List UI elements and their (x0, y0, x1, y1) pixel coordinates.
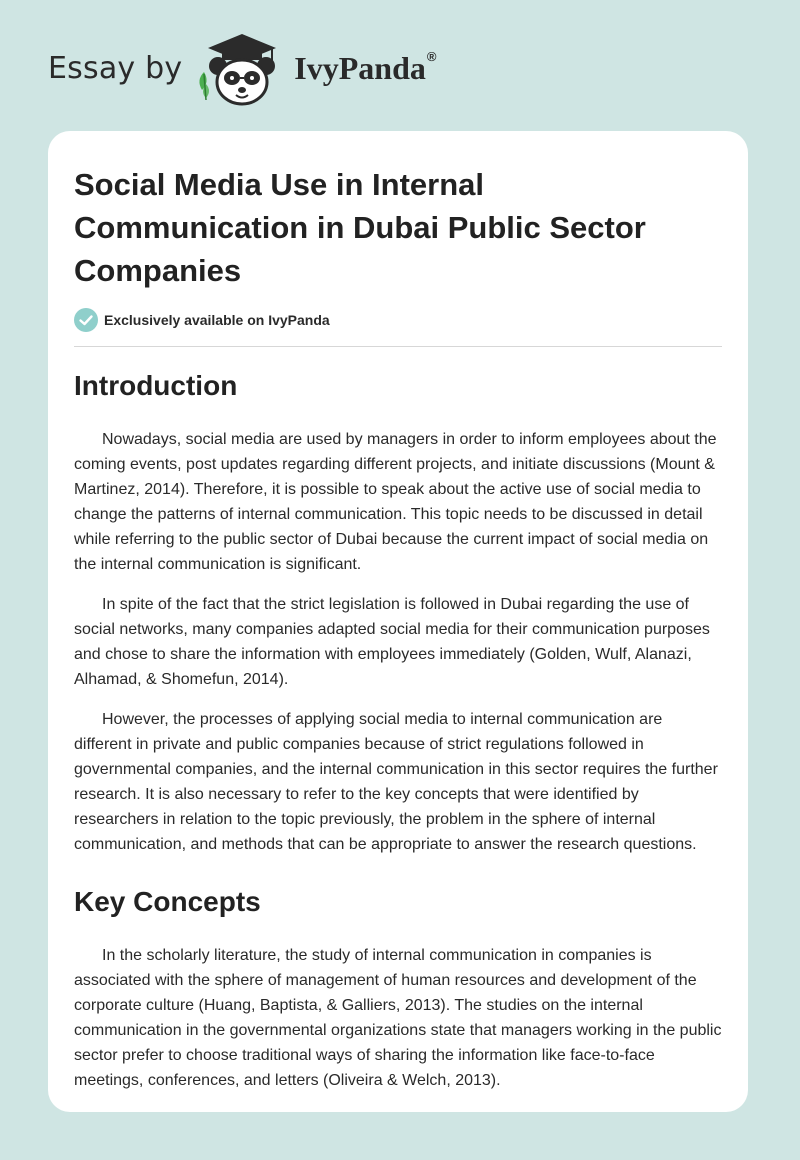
check-circle-icon (74, 308, 98, 332)
brand-header[interactable] (48, 28, 436, 108)
panda-graduate-icon (196, 28, 288, 108)
page-title: Social Media Use in Internal Communication in Dubai Public Sector Companies (74, 167, 646, 288)
exclusive-badge (74, 307, 722, 333)
essay-card (48, 131, 748, 1112)
registered-mark: ® (426, 48, 437, 64)
brand-prefix: Essay by (48, 50, 183, 86)
section-introduction (74, 427, 722, 857)
section-heading-key-concepts: Key Concepts (74, 886, 261, 917)
divider (74, 346, 722, 347)
paragraph: Nowadays, social media are used by managers in order to inform employees about the coming events, post updates regarding different projects, and initiate discussions (Mount & Martinez, 2014). Therefore, it is possible to speak about the active use of social media to change the patterns of internal communication. This topic needs to be discussed in detail while referring to the public sector of Dubai because the current impact of social media on the internal communication is significant. (74, 431, 717, 573)
paragraph: However, the processes of applying social media to internal communication are different in private and public companies because of strict regulations followed in governmental companies, and the internal communication in this sector requires the further research. It is also necessary to refer to the key concepts that were identified by researchers in relation to the topic previously, the problem in the sphere of internal communication, and methods that can be appropriate to answer the research questions. (74, 711, 718, 853)
paragraph: In the scholarly literature, the study of internal communication in companies is associated with the sphere of management of human resources and development of the corporate culture (Huang, Baptista, & Galliers, 2013). The studies on the internal communication in the governmental organizations state that managers working in the public sector prefer to choose traditional ways of sharing the information like face-to-face meetings, conferences, and letters (Oliveira & Welch, 2013). (74, 947, 722, 1089)
exclusive-label: Exclusively available on IvyPanda (104, 312, 330, 328)
section-heading-introduction: Introduction (74, 370, 238, 401)
brand-name: IvyPanda® (294, 48, 437, 86)
section-key-concepts (74, 943, 722, 1093)
paragraph: In spite of the fact that the strict legislation is followed in Dubai regarding the use of social networks, many companies adapted social media for their communication purposes and chose to share the information with employees immediately (Golden, Wulf, Alanazi, Alhamad, & Shomefun, 2014). (74, 596, 710, 688)
